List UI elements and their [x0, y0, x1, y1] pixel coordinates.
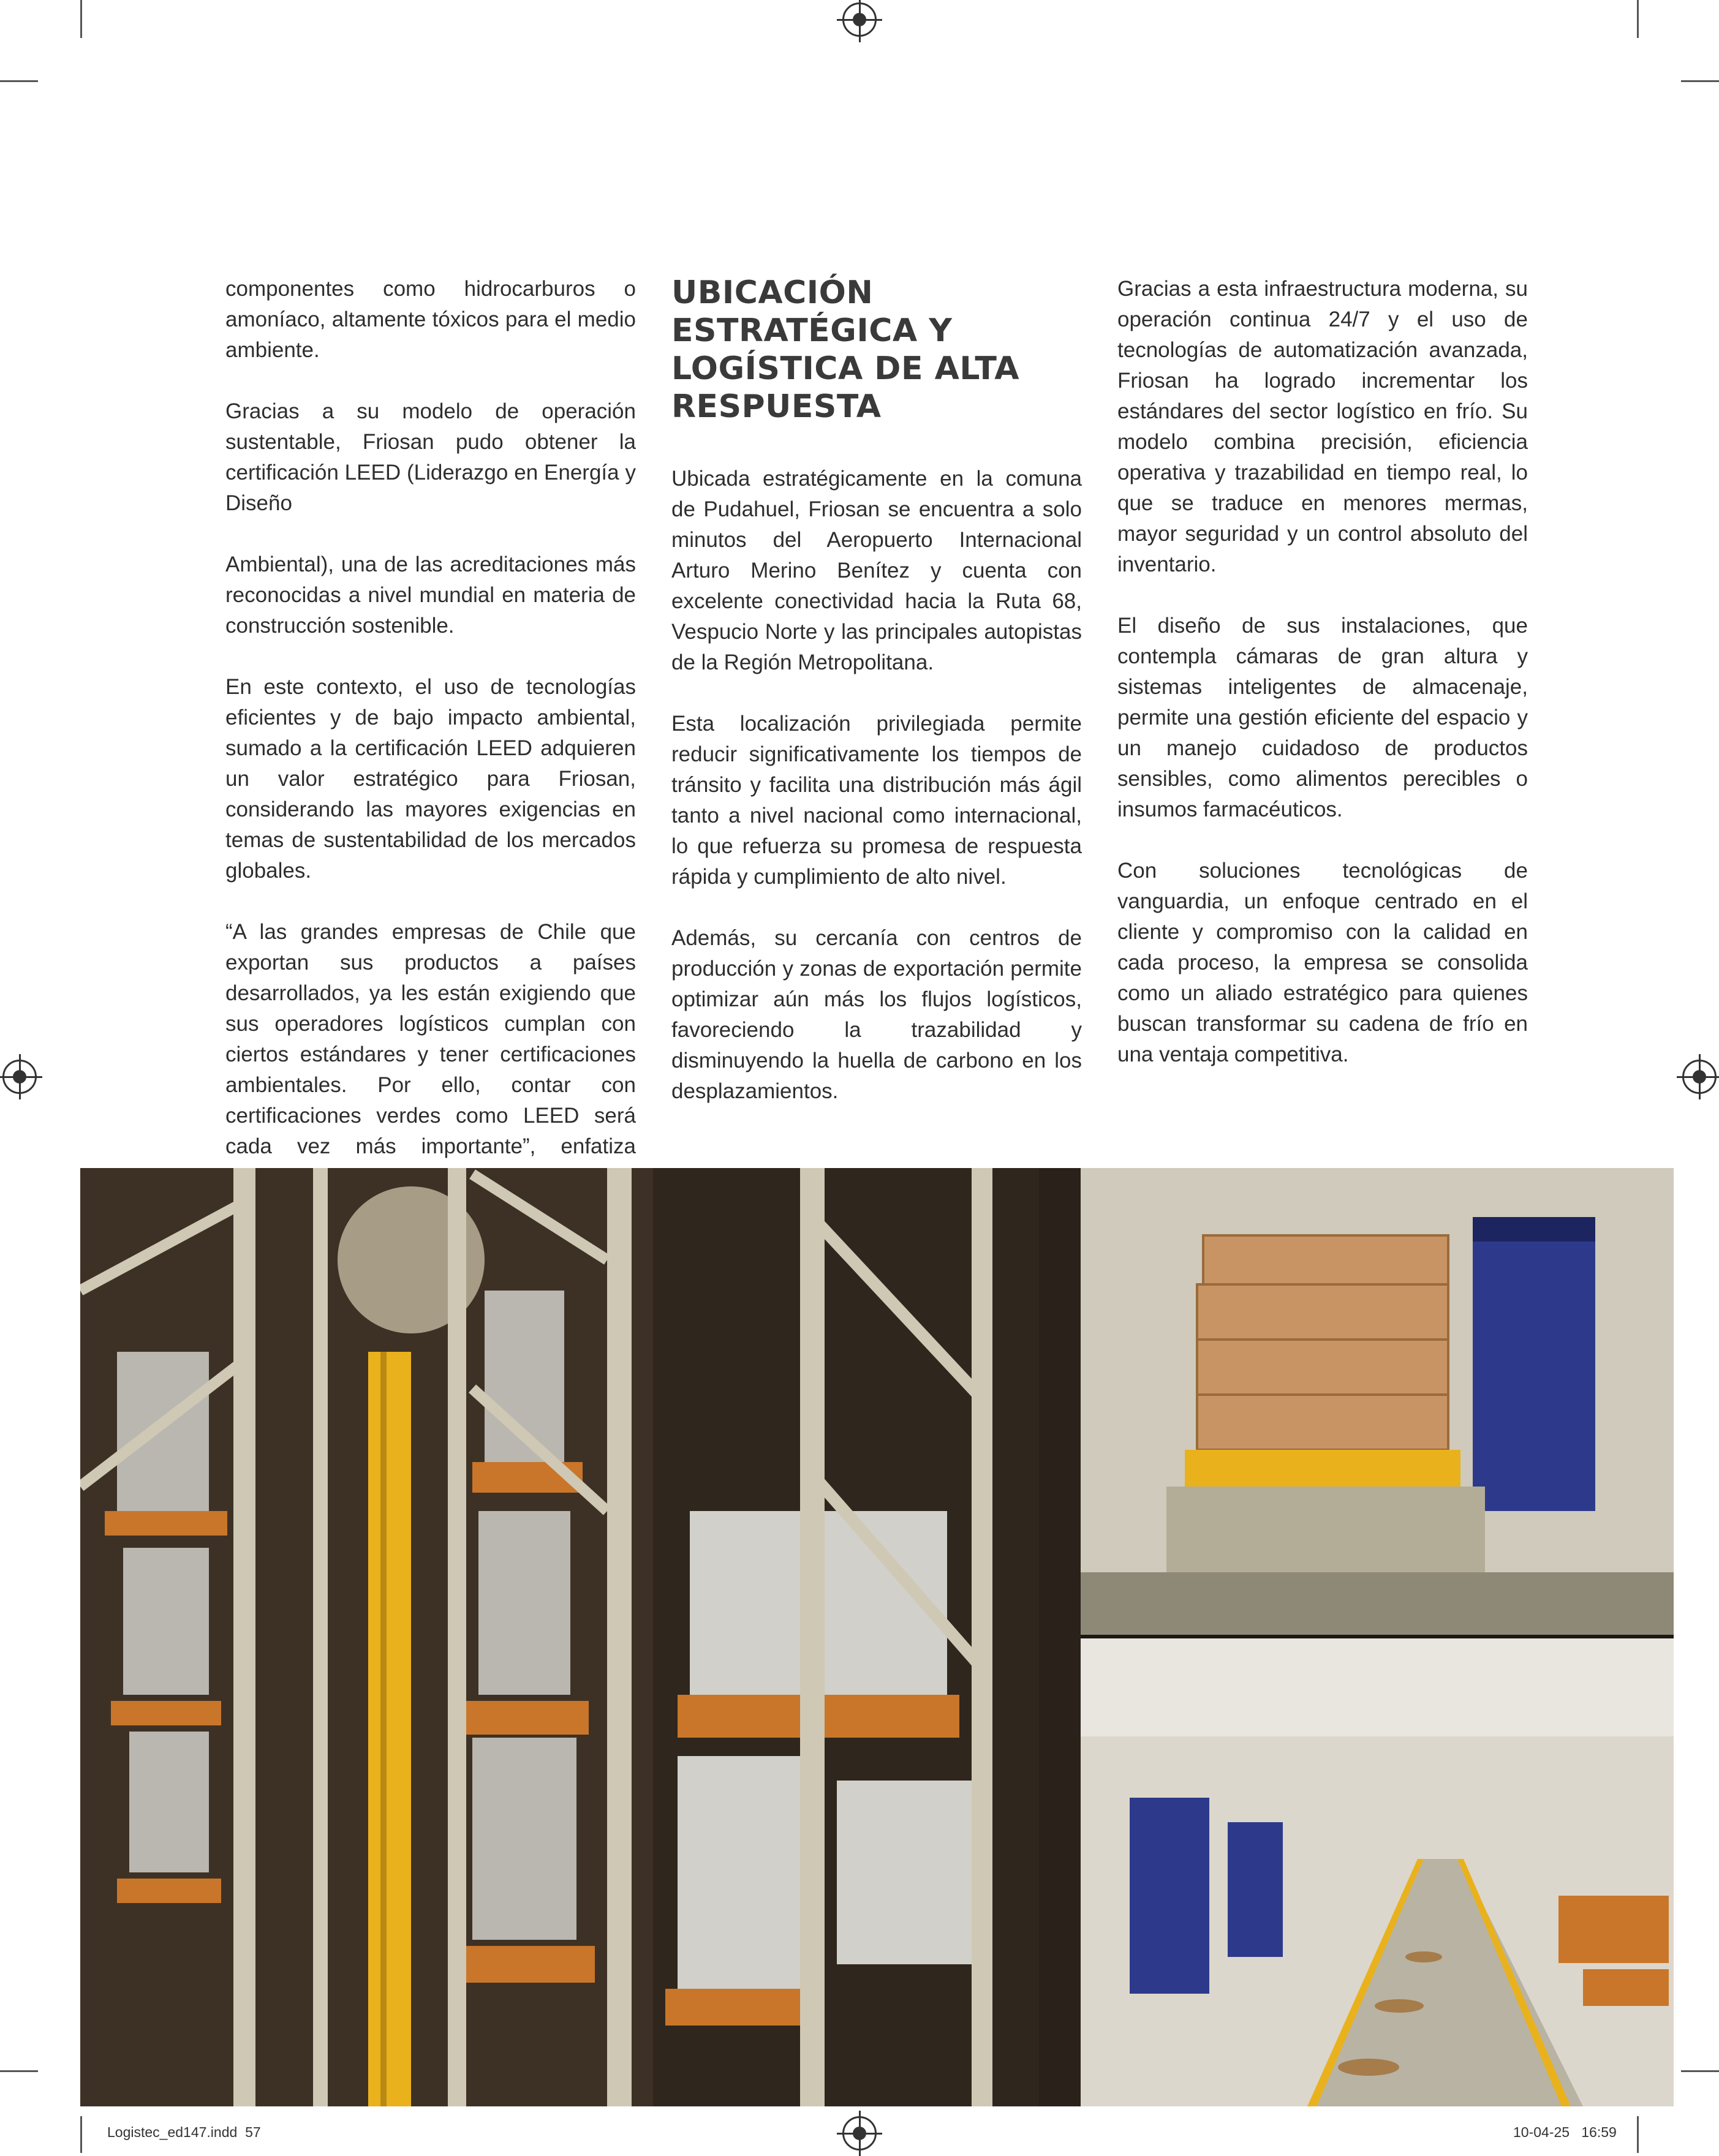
crop-mark	[1681, 2070, 1719, 2072]
rack-illustration	[80, 1168, 653, 2106]
paragraph: Con soluciones tecnológicas de vanguardia, un enfoque centrado en el cliente y compromiso con la calidad en cada proceso, la empresa se consolida como un aliado estratégico para quienes buscan transformar su cadena de frío en una ventaja competitiva.	[1117, 859, 1528, 1066]
crop-mark	[1637, 0, 1639, 38]
crop-mark	[80, 0, 82, 38]
registration-mark-icon	[842, 2, 877, 37]
paragraph: Además, su cercanía con centros de producción y zonas de exportación permite optimizar aún más los flujos logísticos, favoreciendo la trazabilidad y disminuyendo la huella de carbono en los desplazamientos.	[671, 926, 1082, 1103]
section-heading: UBICACIÓN ESTRATÉGICA Y LOGÍSTICA DE ALTA RESPUESTA	[671, 274, 1020, 425]
slug-date	[1513, 2124, 1617, 2141]
registration-mark-icon	[1682, 1060, 1717, 1094]
paragraph: Ubicada estratégicamente en la comuna de Pudahuel, Friosan se encuentra a solo minutos del Aeropuerto Internacional Arturo Merino Benítez y cuenta con excelente conectividad hacia la Ruta 68, Vespucio Norte y las principales autopistas de la Región Metropolitana.	[671, 467, 1082, 674]
pallet-stack-photo	[653, 1168, 1039, 2106]
paragraph: Gracias a su modelo de operación sustentable, Friosan pudo obtener la certificación LEED (Liderazgo en Energía y Diseño	[225, 399, 636, 515]
conveyor-illustration	[1081, 1168, 1674, 1635]
hall-illustration	[1081, 1638, 1674, 2106]
crop-mark	[80, 2116, 82, 2153]
text-column-3	[1117, 274, 1528, 1101]
pallet-illustration	[653, 1168, 1039, 2106]
crop-mark	[1681, 80, 1719, 82]
photo-divider	[1039, 1168, 1081, 2106]
file-name: Logistec_ed147.indd	[107, 2124, 238, 2140]
photo-collage	[80, 1168, 1674, 2106]
paragraph: “A las grandes empresas de Chile que exportan sus productos a países desarrollados, ya les están exigiendo que sus operadores logísticos cumplan con ciertos estándares y tener certificaciones ambientales. Por ello, contar con certificaciones verdes como LEED será cada vez más importante”, enfatiza	[225, 920, 636, 1158]
crop-mark	[1637, 2116, 1639, 2153]
paragraph: componentes como hidrocarburos o amoníaco, altamente tóxicos para el medio ambiente.	[225, 277, 636, 362]
crop-mark	[0, 2070, 38, 2072]
registration-mark-icon	[2, 1060, 37, 1094]
text-column-1	[225, 274, 636, 1223]
text-column-2	[671, 274, 1082, 1137]
slug-file	[107, 2124, 261, 2141]
crop-mark	[0, 80, 38, 82]
conveyor-hall-photo	[1081, 1638, 1674, 2106]
date: 10-04-25	[1513, 2124, 1570, 2140]
pallet-conveyor-photo	[1081, 1168, 1674, 1635]
registration-mark-icon	[842, 2116, 877, 2150]
paragraph: El diseño de sus instalaciones, que contempla cámaras de gran altura y sistemas inteligentes de almacenaje, permite una gestión eficiente del espacio y un manejo cuidadoso de productos sensibles, como alimentos perecibles o insumos farmacéuticos.	[1117, 614, 1528, 821]
page-number: 57	[245, 2124, 261, 2140]
paragraph: Ambiental), una de las acreditaciones más reconocidas a nivel mundial en materia de construcción sostenible.	[225, 552, 636, 638]
paragraph: Gracias a esta infraestructura moderna, su operación continua 24/7 y el uso de tecnologías de automatización avanzada, Friosan ha logrado incrementar los estándares del sector logístico en frío. Su modelo combina precisión, eficiencia operativa y trazabilidad en tiempo real, lo que se traduce en menores mermas, mayor seguridad y un control absoluto del inventario.	[1117, 277, 1528, 576]
paragraph: Esta localización privilegiada permite reducir significativamente los tiempos de tránsito y facilita una distribución más ágil tanto a nivel nacional como internacional, lo que refuerza su promesa de respuesta rápida y cumplimiento de alto nivel.	[671, 712, 1082, 889]
time: 16:59	[1581, 2124, 1617, 2140]
warehouse-rack-aisle-photo	[80, 1168, 653, 2106]
paragraph: En este contexto, el uso de tecnologías eficientes y de bajo impacto ambiental, sumado a la certificación LEED adquieren un valor estratégico para Friosan, considerando las mayores exigencias en temas de sustentabilidad de los mercados globales.	[225, 675, 636, 883]
